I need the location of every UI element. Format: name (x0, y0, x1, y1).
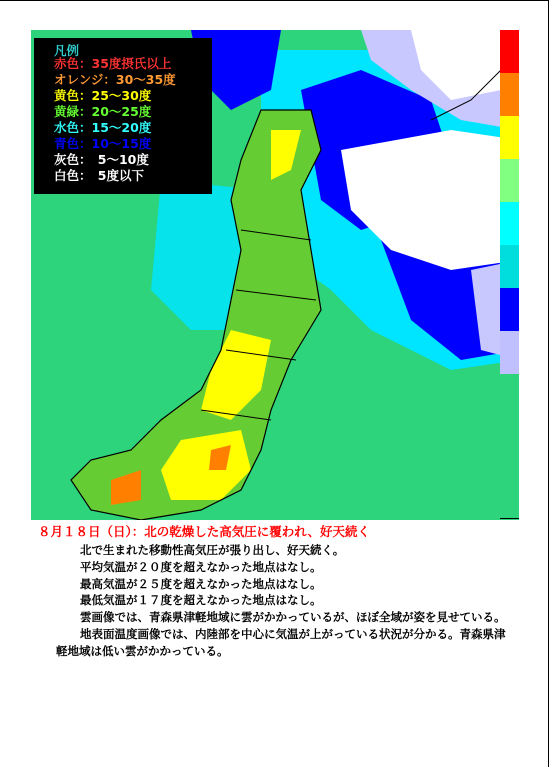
scale-segment-lavender (500, 331, 519, 374)
legend-title: 凡例 (54, 43, 80, 58)
scale-segment-orange (500, 73, 519, 116)
scale-segment-yellowgreen (500, 159, 519, 202)
body-line-2: 平均気温が２０度を超えなかった地点はなし。 (80, 559, 322, 574)
legend-item-lightblue: 水色：15～20度 (54, 120, 152, 135)
legend-item-yellowgreen: 黄緑：20～25度 (54, 104, 152, 119)
legend-item-blue: 青色：10～15度 (54, 136, 152, 151)
scale-segment-yellow (500, 116, 519, 159)
body-line-3: 最高気温が２５度を超えなかった地点はなし。 (80, 576, 322, 591)
legend-item-yellow: 黄色：25～30度 (54, 88, 152, 103)
description-text (56, 542, 508, 660)
body-line-4: 最低気温が１７度を超えなかった地点はなし。 (80, 593, 322, 608)
body-line-1: 北で生まれた移動性高気圧が張り出し、好天続く。 (80, 543, 345, 557)
body-line-5: 雲画像では、青森県津軽地域に雲がかかっているが、ほぼ全域が姿を見せている。 (80, 610, 506, 625)
legend-item-gray: 灰色： 5～10度 (54, 152, 149, 167)
divider-tick (500, 518, 519, 519)
scale-segment-blue (500, 288, 519, 331)
scale-segment-cyan (500, 245, 519, 288)
scale-segment-red (500, 30, 519, 73)
scale-segment-lightblue (500, 202, 519, 245)
color-scale-bar (500, 30, 519, 376)
headline: ８月１８日（日）：北の乾燥した高気圧に覆われ、好天続く (38, 524, 371, 539)
body-line-6: 地表面温度画像では、内陸部を中心に気温が上がっている状況が分かる。青森県津軽地域は低い雲がかかっている。 (56, 626, 506, 658)
legend-item-red: 赤色：35度摂氏以上 (54, 56, 172, 71)
legend (34, 38, 212, 194)
legend-item-white: 白色： 5度以下 (54, 168, 144, 183)
legend-item-orange: オレンジ：30～35度 (54, 72, 176, 87)
